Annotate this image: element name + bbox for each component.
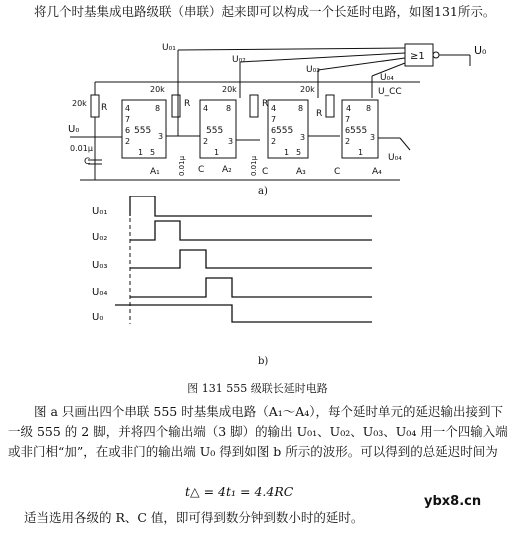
- chip2-pin2: 2: [203, 137, 209, 146]
- r1-value: 20k: [72, 99, 87, 108]
- closing-paragraph: 适当选用各级的 R、C 值，即可得到数分钟到数小时的延时。: [24, 510, 364, 525]
- chip3-pin5: 5: [296, 148, 302, 157]
- chip1-pin6: 6: [125, 126, 131, 135]
- chip3-label: 555: [276, 126, 294, 136]
- chip4-pin4: 4: [346, 104, 352, 113]
- r4-label: R: [316, 109, 323, 119]
- chip2-pin4: 4: [203, 104, 209, 113]
- input-cap-label: 0.01μ: [70, 144, 93, 153]
- figure-b-label: b): [258, 356, 269, 367]
- c2-label: C: [198, 165, 205, 175]
- chip3-pin4: 4: [271, 104, 277, 113]
- explanation-paragraph: 图 a 只画出四个串联 555 时基集成电路（A₁～A₄），每个延时单元的延迟输出接到下一级 555 的 2 脚，并将四个输出端（3 脚）的输出 U₀₁、U₀₂、U₀₃、U₀₄ 用一个四输入端或非门相“加”，在或非门的输出端 U₀ 得到如图 b 所示的波形。可以得到的总延迟时间为: [8, 404, 508, 459]
- chip3-pin6: 6: [271, 126, 277, 135]
- stage1-name: A₁: [150, 167, 160, 177]
- c3-label: C: [262, 167, 269, 177]
- chip1-pin4: 4: [125, 104, 131, 113]
- chip4-pin7: 7: [345, 115, 351, 124]
- r4-value: 20k: [300, 85, 315, 94]
- c1-label: C: [84, 157, 91, 167]
- bus-label-u01: U₀₁: [162, 43, 176, 53]
- stage-a4: [300, 85, 410, 177]
- chip3-pin1: 1: [284, 148, 290, 157]
- chip2-pin8: 8: [226, 104, 232, 113]
- c4-label: C: [334, 167, 341, 177]
- wave-u02: [130, 221, 372, 240]
- chip3-pin3: 3: [300, 133, 306, 142]
- bus-label-u02: U₀₂: [232, 55, 246, 65]
- u04-out-label: U₀₄: [388, 153, 402, 163]
- chip2-label: 555: [206, 126, 224, 136]
- chip1-pin2: 2: [125, 137, 131, 146]
- r2-value: 20k: [150, 85, 165, 94]
- wave-label-u02: U₀₂: [92, 232, 108, 243]
- chip1-pin7: 7: [125, 115, 131, 124]
- r2-label: R: [184, 99, 191, 109]
- wave-u04: [130, 278, 372, 297]
- vcc-label: U_CC: [378, 87, 402, 97]
- chip1-pin5: 5: [150, 148, 156, 157]
- input-label: U₀: [68, 124, 80, 135]
- gate-symbol: ≥1: [410, 51, 425, 62]
- chip1-label: 555: [134, 126, 152, 136]
- wave-u03: [130, 250, 372, 268]
- wave-label-u04: U₀₄: [92, 287, 108, 298]
- r1-label: R: [101, 103, 108, 113]
- stage2-name: A₂: [222, 165, 232, 175]
- site-watermark: ybx8.cn: [424, 494, 482, 509]
- stage3-name: A₃: [296, 167, 306, 177]
- chip4-pin3: 3: [370, 133, 376, 142]
- chip1-pin8: 8: [155, 104, 161, 113]
- r3-label: R: [262, 99, 269, 109]
- intro-paragraph: 将几个时基集成电路级联（串联）起来即可以构成一个长延时电路，如图131所示。: [34, 4, 496, 19]
- wave-label-u01: U₀₁: [92, 206, 108, 217]
- chip4-pin1: 1: [358, 148, 364, 157]
- figure-a-label: a): [258, 186, 268, 197]
- or-gate: [405, 44, 487, 66]
- figure-caption: 图 131 555 级联长延时电路: [187, 382, 328, 395]
- stage4-name: A₄: [372, 167, 382, 177]
- chip4-pin8: 8: [366, 104, 372, 113]
- wave-label-u0: U₀: [92, 312, 104, 323]
- bus-label-u04: U₀₄: [380, 73, 394, 83]
- chip3-pin8: 8: [298, 104, 304, 113]
- c2-small-label: 0.01μ: [178, 155, 186, 176]
- chip3-pin7: 7: [271, 115, 277, 124]
- chip3-pin2: 2: [271, 137, 277, 146]
- r3-value: 20k: [222, 85, 237, 94]
- delay-formula: t△ = 4t₁ = 4.4RC: [185, 484, 294, 499]
- chip1-pin3: 3: [158, 132, 164, 141]
- gate-output-label: U₀: [474, 44, 487, 57]
- bus-label-u03: U₀₃: [306, 65, 320, 75]
- chip4-pin6: 6: [345, 126, 351, 135]
- waveform-diagram: [0, 196, 515, 326]
- chip2-pin3: 3: [228, 137, 234, 146]
- wave-u01: [130, 196, 372, 216]
- c3-small-label: 0.01μ: [250, 155, 258, 176]
- chip1-pin1: 1: [138, 148, 144, 157]
- chip2-pin1: 1: [214, 148, 220, 157]
- chip4-label: 555: [350, 126, 368, 136]
- chip4-pin2: 2: [345, 137, 351, 146]
- stage-a3: [222, 85, 340, 177]
- wave-label-u03: U₀₃: [92, 260, 108, 271]
- wave-u0: [115, 305, 372, 322]
